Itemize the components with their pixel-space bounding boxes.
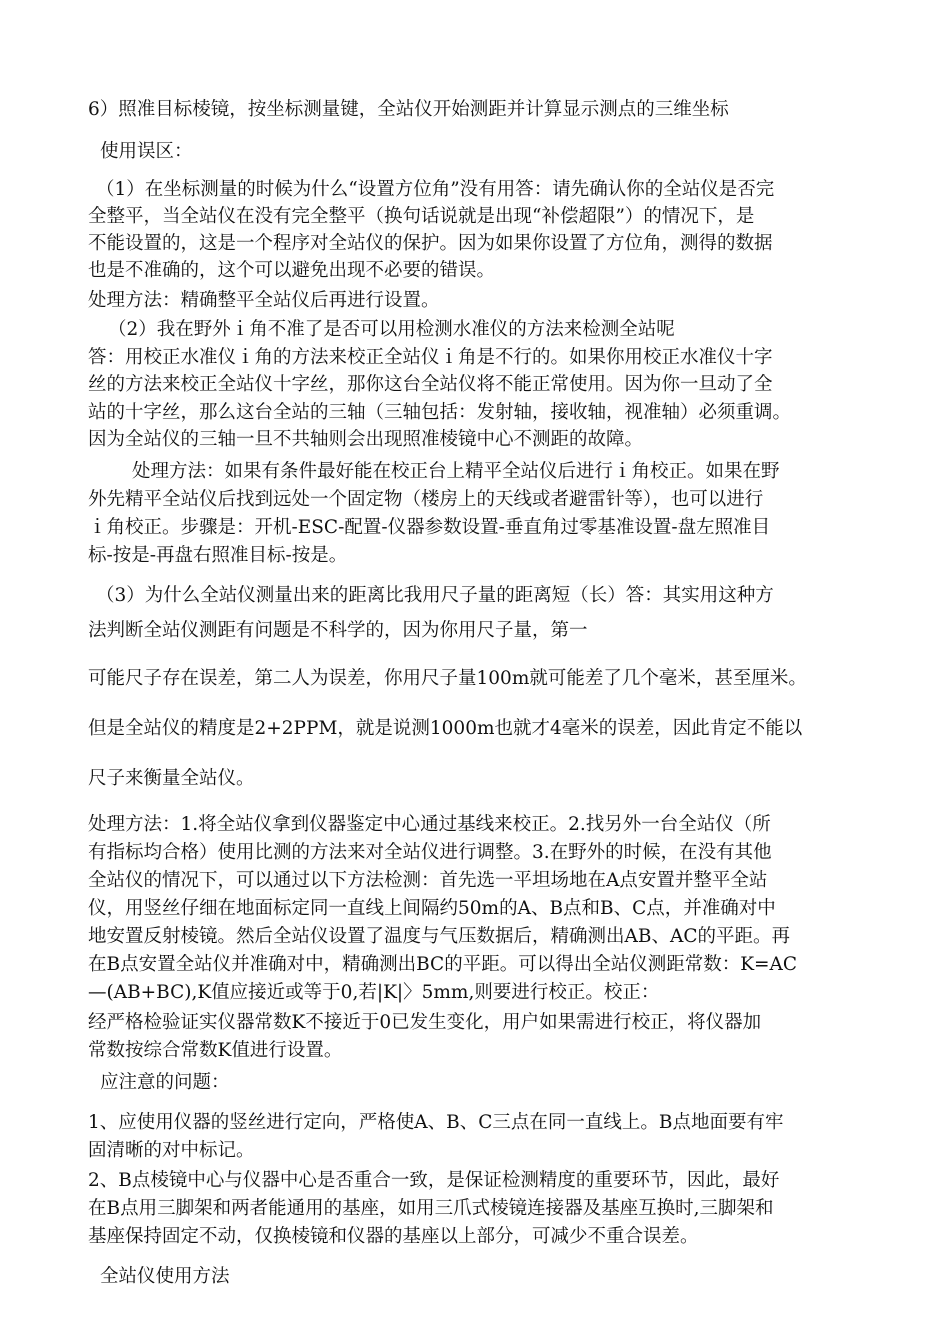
text-line: 也是不准确的，这个可以避免出现不必要的错误。 xyxy=(88,260,496,281)
text-line: 基座保持固定不动，仅换棱镜和仪器的基座以上部分，可减少不重合误差。 xyxy=(88,1226,699,1247)
text-line: 处理方法：1.将全站仪拿到仪器鉴定中心通过基线来校正。2.找另外一台全站仪（所 xyxy=(88,814,771,835)
text-line: 6）照准目标棱镜，按坐标测量键，全站仪开始测距并计算显示测点的三维坐标 xyxy=(88,99,729,120)
text-line: 外先精平全站仪后找到远处一个固定物（楼房上的天线或者避雷针等），也可以进行 xyxy=(88,489,764,510)
text-line: 不能设置的，这是一个程序对全站仪的保护。因为如果你设置了方位角，测得的数据 xyxy=(88,233,773,254)
text-line: 在B点用三脚架和两者能通用的基座，如用三爪式棱镜连接器及基座互换时,三脚架和 xyxy=(88,1198,774,1219)
text-line: 在B点安置全站仪并准确对中，精确测出BC的平距。可以得出全站仪测距常数：K=AC xyxy=(88,954,798,975)
text-line: 全站仪的情况下，可以通过以下方法检测：首先选一平坦场地在A点安置并整平全站 xyxy=(88,870,768,891)
text-line: 有指标均合格）使用比测的方法来对全站仪进行调整。3.在野外的时候，在没有其他 xyxy=(88,842,772,863)
text-line: 因为全站仪的三轴一旦不共轴则会出现照准棱镜中心不测距的故障。 xyxy=(88,429,644,450)
text-line: 经严格检验证实仪器常数K不接近于0已发生变化，用户如果需进行校正，将仪器加 xyxy=(88,1012,762,1033)
text-line: 全整平，当全站仪在没有完全整平（换句话说就是出现“补偿超限”）的情况下，是 xyxy=(88,206,755,227)
text-line: （3）为什么全站仪测量出来的距离比我用尺子量的距离短（长）答：其实用这种方 xyxy=(96,585,774,606)
text-line: 2、B点棱镜中心与仪器中心是否重合一致，是保证检测精度的重要环节，因此，最好 xyxy=(88,1170,780,1191)
text-line: 常数按综合常数K值进行设置。 xyxy=(88,1040,343,1061)
text-line: 应注意的问题： xyxy=(100,1072,230,1093)
text-line: 使用误区： xyxy=(100,141,193,162)
text-line: 尺子来衡量全站仪。 xyxy=(88,768,255,789)
text-line: 但是全站仪的精度是2+2PPM，就是说测1000m也就才4毫米的误差，因此肯定不能以 xyxy=(88,718,803,739)
text-line: 法判断全站仪测距有问题是不科学的，因为你用尺子量，第一 xyxy=(88,620,588,641)
text-line: —(AB+BC),K值应接近或等于0,若|K|〉5mm,则要进行校正。校正： xyxy=(88,982,660,1003)
text-line: 仪，用竖丝仔细在地面标定同一直线上间隔约50m的A、B点和B、C点，并准确对中 xyxy=(88,898,776,919)
text-line: 处理方法：精确整平全站仪后再进行设置。 xyxy=(88,290,440,311)
text-line: 地安置反射棱镜。然后全站仪设置了温度与气压数据后，精确测出AB、AC的平距。再 xyxy=(88,926,790,947)
text-line: 丝的方法来校正全站仪十字丝，那你这台全站仪将不能正常使用。因为你一旦动了全 xyxy=(88,374,773,395)
text-line: ｉ角校正。步骤是：开机-ESC-配置-仪器参数设置-垂直角过零基准设置-盘左照准目 xyxy=(88,517,771,538)
text-line: 站的十字丝，那么这台全站的三轴（三轴包括：发射轴，接收轴，视准轴）必须重调。 xyxy=(88,402,792,423)
text-line: 处理方法：如果有条件最好能在校正台上精平全站仪后进行ｉ角校正。如果在野 xyxy=(132,461,780,482)
text-line: 可能尺子存在误差，第二人为误差，你用尺子量100m就可能差了几个毫米，甚至厘米。 xyxy=(88,668,807,689)
text-line: 答：用校正水准仪ｉ角的方法来校正全站仪ｉ角是不行的。如果你用校正水准仪十字 xyxy=(88,347,773,368)
text-line: 固清晰的对中标记。 xyxy=(88,1140,255,1161)
text-line: （2）我在野外ｉ角不准了是否可以用检测水准仪的方法来检测全站呢 xyxy=(108,319,675,340)
text-line: 标-按是-再盘右照准目标-按是。 xyxy=(88,545,348,566)
text-line: （1）在坐标测量的时候为什么“设置方位角”没有用答：请先确认你的全站仪是否完 xyxy=(96,179,775,200)
section-heading: 全站仪使用方法 xyxy=(100,1266,230,1287)
text-line: 1、应使用仪器的竖丝进行定向，严格使A、B、C三点在同一直线上。B点地面要有牢 xyxy=(88,1112,784,1133)
